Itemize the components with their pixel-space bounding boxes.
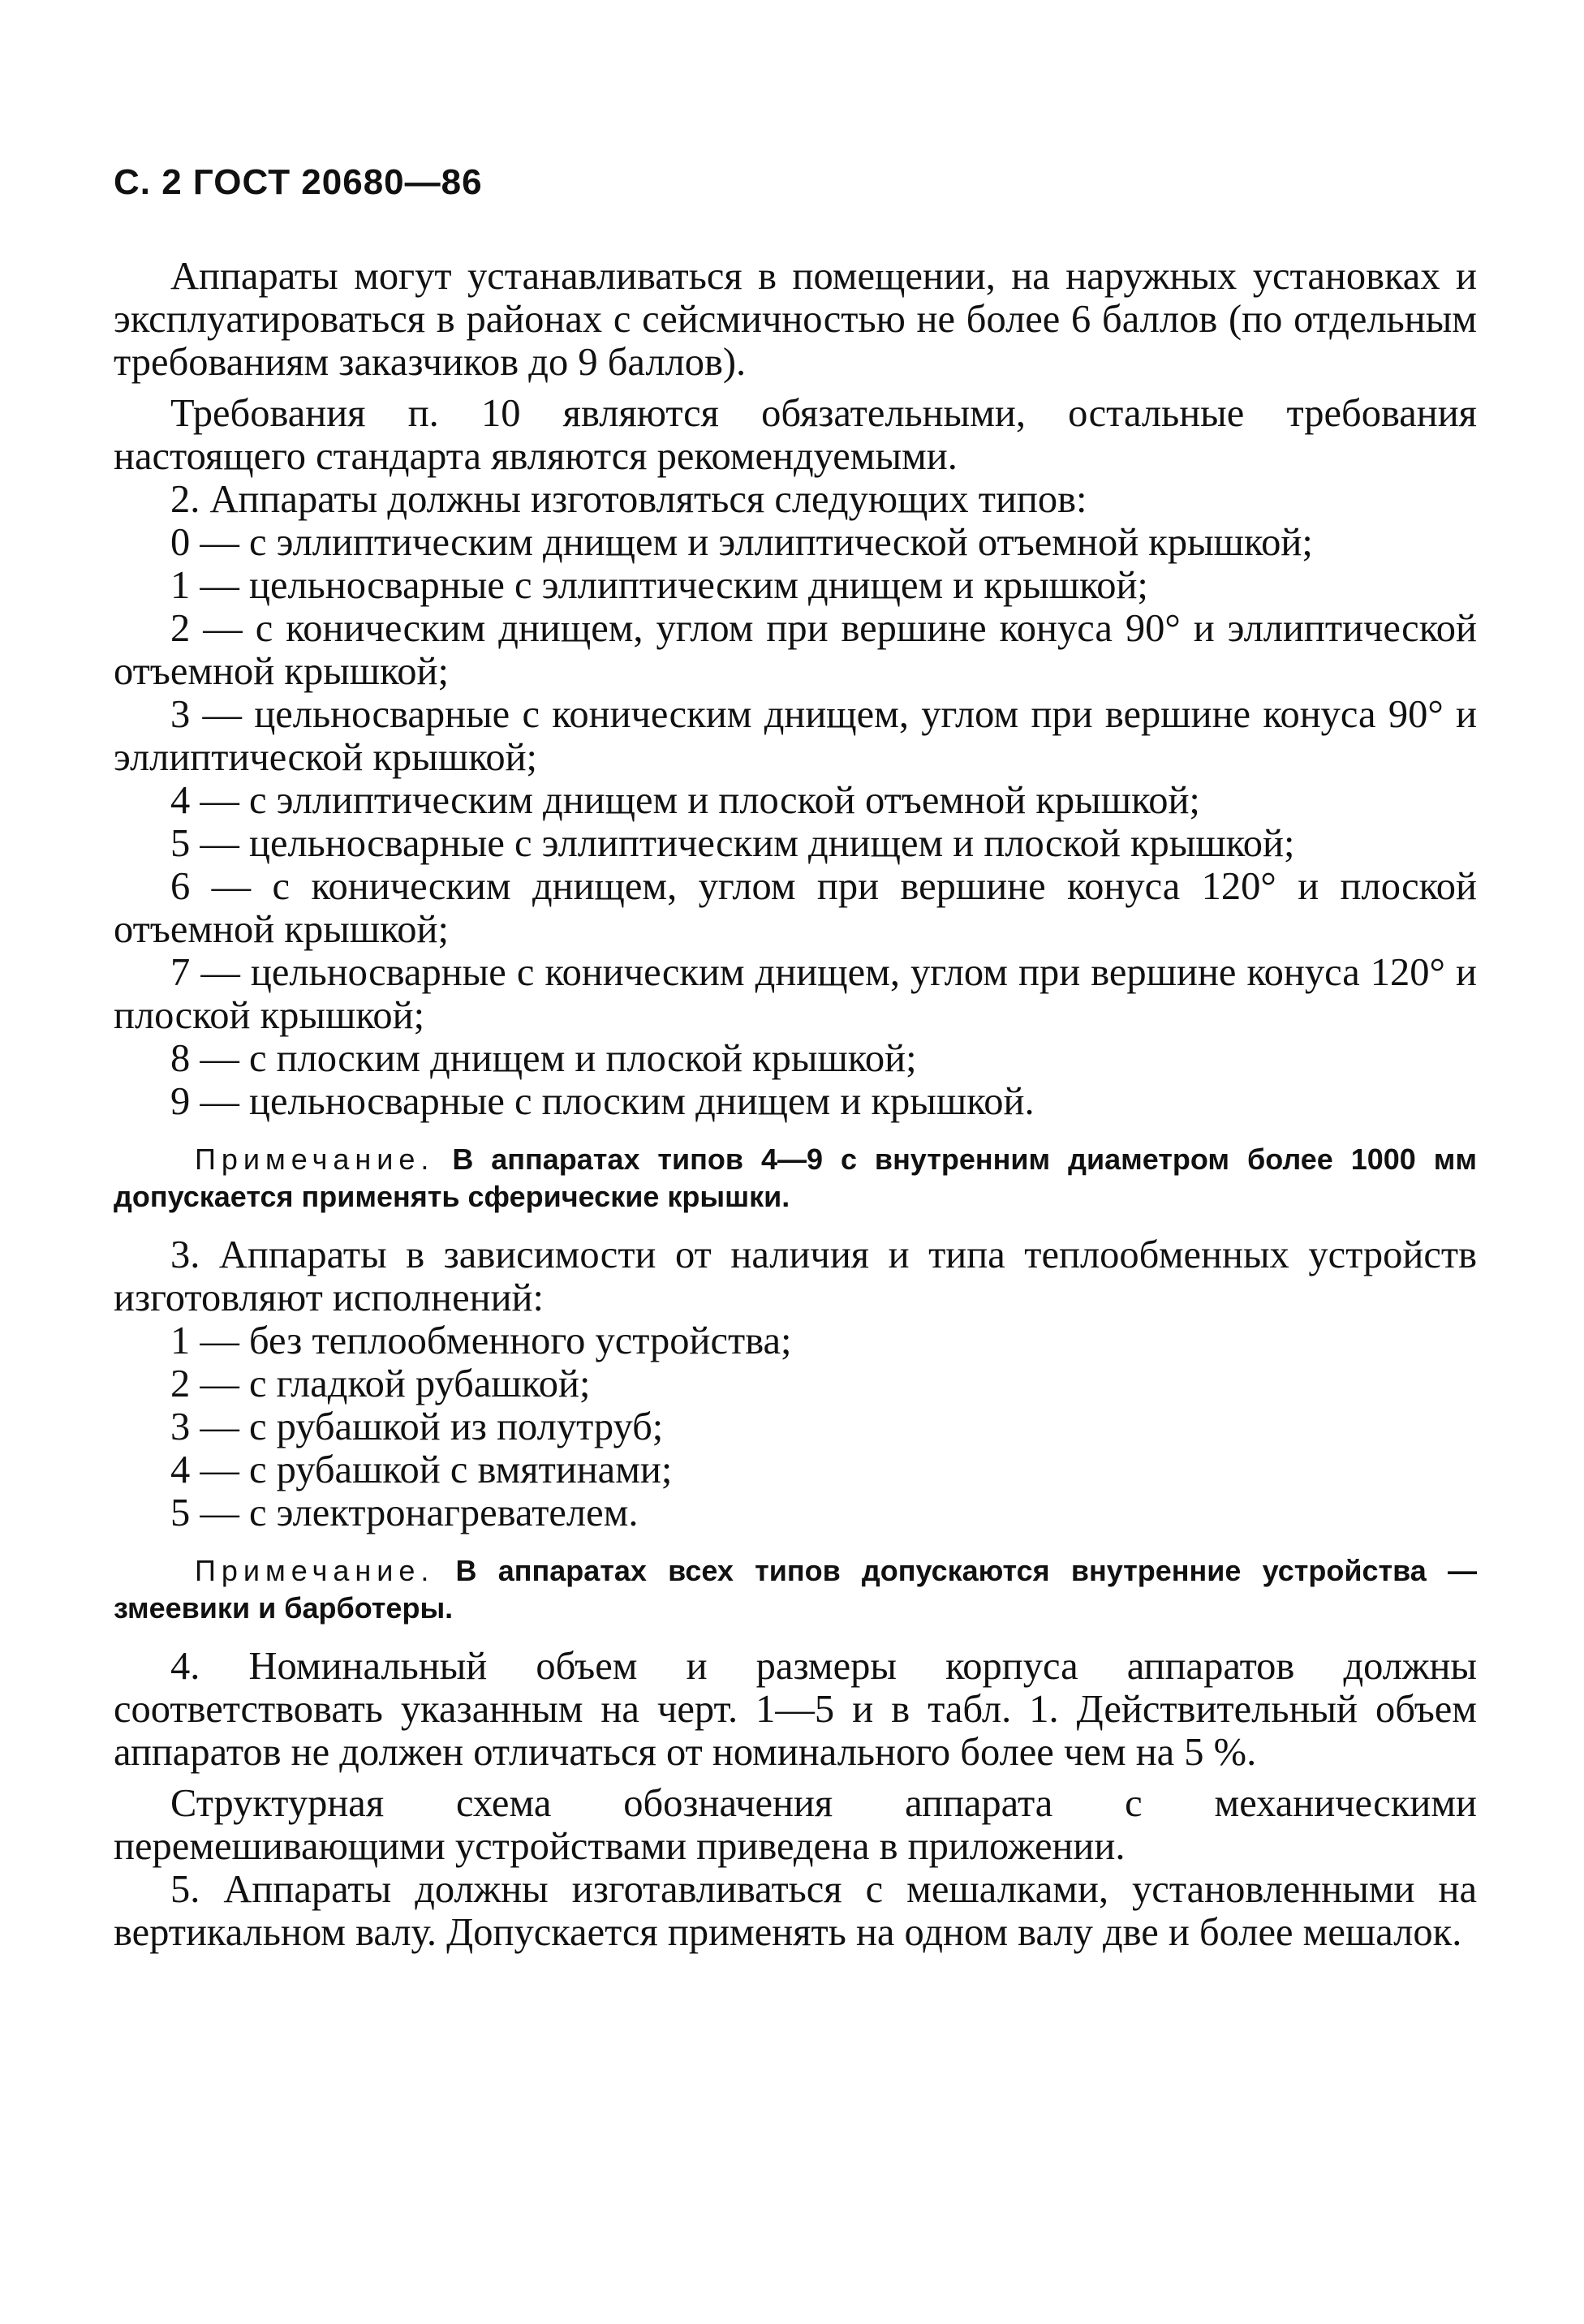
- paragraph-nominal-volume: 4. Номинальный объем и размеры корпуса аппаратов должны соответствовать указанным на черт. 1—5 и в табл. 1. Действительный объем аппаратов не должен отличаться от номинального более чем на 5 %.: [114, 1645, 1477, 1774]
- type-item-2: 2 — с коническим днищем, углом при вершине конуса 90° и эллиптической отъемной крышкой;: [114, 607, 1477, 693]
- version-item-5: 5 — с электронагревателем.: [170, 1491, 639, 1534]
- type-item-8: 8 — с плоским днищем и плоской крышкой;: [170, 1037, 917, 1080]
- type-item-5: 5 — цельносварные с эллиптическим днищем и плоской крышкой;: [170, 822, 1295, 865]
- paragraph-structure-scheme: Структурная схема обозначения аппарата с механическими перемешивающими устройствами приведена в приложении.: [114, 1782, 1477, 1868]
- paragraph-installation: Аппараты могут устанавливаться в помещении, на наружных установках и эксплуатироваться в районах с сейсмичностью не более 6 баллов (по отдельным требованиям заказчиков до 9 баллов).: [114, 255, 1477, 384]
- type-item-7: 7 — цельносварные с коническим днищем, углом при вершине конуса 120° и плоской крышкой;: [114, 951, 1477, 1037]
- note-label: Примечание.: [195, 1143, 435, 1176]
- type-item-9: 9 — цельносварные с плоским днищем и крышкой.: [170, 1080, 1035, 1123]
- type-item-1: 1 — цельносварные с эллиптическим днищем и крышкой;: [170, 564, 1148, 607]
- version-item-4: 4 — с рубашкой с вмятинами;: [170, 1448, 673, 1491]
- note-label: Примечание.: [195, 1554, 435, 1587]
- paragraph-mixers: 5. Аппараты должны изготавливаться с мешалками, установленными на вертикальном валу. Допускается применять на одном валу две и более мешалок.: [114, 1868, 1477, 1954]
- paragraph-types-intro: 2. Аппараты должны изготовляться следующих типов:: [170, 478, 1087, 521]
- note-text: В аппаратах типов 4—9 с внутренним диаметром более 1000 мм допускается применять сферические крышки.: [114, 1143, 1477, 1213]
- note-text: В аппаратах всех типов допускаются внутренние устройства — змеевики и барботеры.: [114, 1554, 1477, 1625]
- version-item-3: 3 — с рубашкой из полутруб;: [170, 1405, 664, 1448]
- type-item-3: 3 — цельносварные с коническим днищем, углом при вершине конуса 90° и эллиптической крышкой;: [114, 693, 1477, 779]
- version-item-2: 2 — с гладкой рубашкой;: [170, 1362, 591, 1405]
- version-item-1: 1 — без теплообменного устройства;: [170, 1319, 792, 1362]
- paragraph-requirements: Требования п. 10 являются обязательными, остальные требования настоящего стандарта являются рекомендуемыми.: [114, 392, 1477, 478]
- page-header: С. 2 ГОСТ 20680—86: [114, 162, 483, 202]
- type-item-6: 6 — с коническим днищем, углом при вершине конуса 120° и плоской отъемной крышкой;: [114, 865, 1477, 951]
- note-spherical-covers: [114, 1141, 1477, 1216]
- document-page: [114, 162, 1477, 1954]
- type-item-0: 0 — с эллиптическим днищем и эллиптической отъемной крышкой;: [170, 521, 1313, 564]
- type-item-4: 4 — с эллиптическим днищем и плоской отъемной крышкой;: [170, 779, 1200, 822]
- paragraph-versions-intro: 3. Аппараты в зависимости от наличия и типа теплообменных устройств изготовляют исполнений:: [114, 1233, 1477, 1319]
- note-internal-devices: [114, 1552, 1477, 1627]
